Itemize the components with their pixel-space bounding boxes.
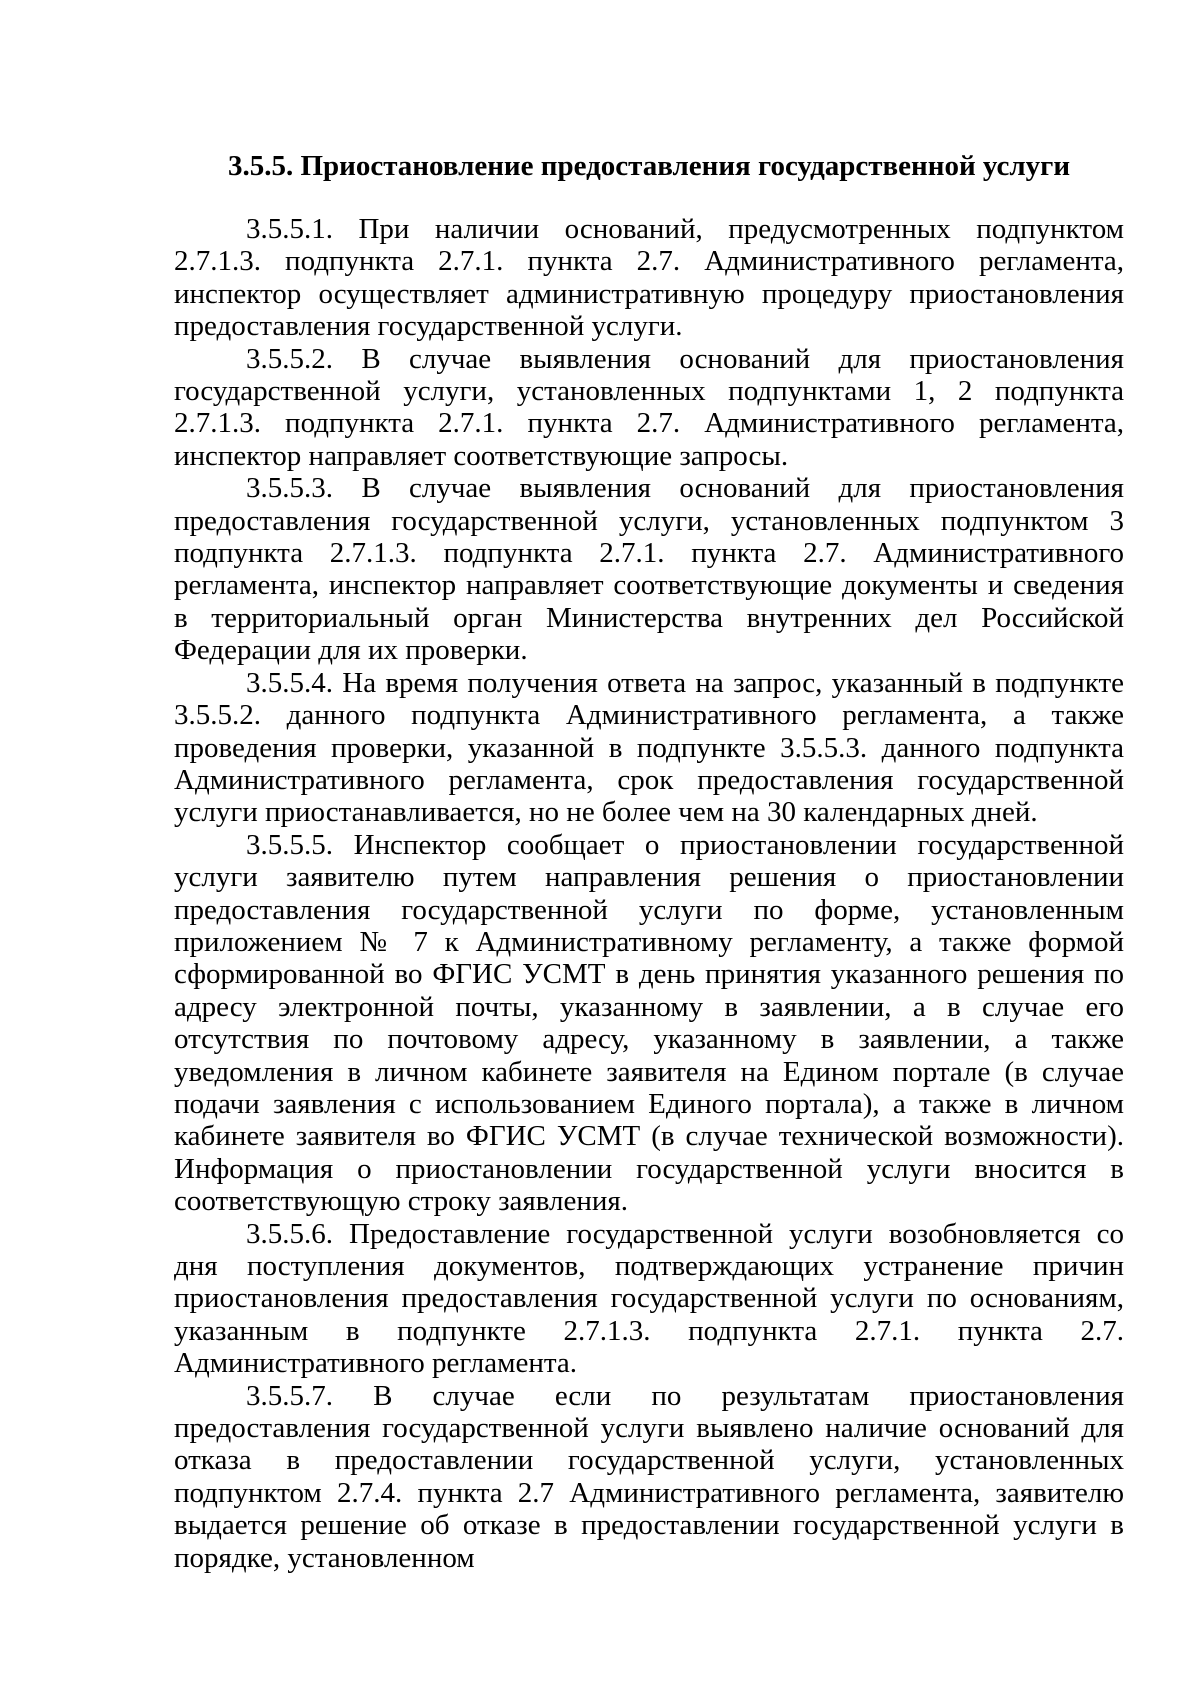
section-heading: 3.5.5. Приостановление предоставления государственной услуги <box>227 150 1071 182</box>
paragraph-3-5-5-2: 3.5.5.2. В случае выявления оснований для приостановления государственной услуги, установленных подпунктами 1, 2 подпункта 2.7.1.3. подпункта 2.7.1. пункта 2.7. Административного регламента, инспектор направляет соответствующие запросы. <box>174 342 1124 472</box>
paragraph-3-5-5-5: 3.5.5.5. Инспектор сообщает о приостановлении государственной услуги заявителю путем направления решения о приостановлении предоставления государственной услуги по форме, установленным приложением № 7 к Административному регламенту, а также формой сформированной во ФГИС УСМТ в день принятия указанного решения по адресу электронной почты, указанному в заявлении, а в случае его отсутствия по почтовому адресу, указанному в заявлении, а также уведомления в личном кабинете заявителя на Едином портале (в случае подачи заявления с использованием Единого портала), а также в личном кабинете заявителя во ФГИС УСМТ (в случае технической возможности). Информация о приостановлении государственной услуги вносится в соответствующую строку заявления. <box>174 828 1124 1218</box>
paragraph-3-5-5-6: 3.5.5.6. Предоставление государственной услуги возобновляется со дня поступления документов, подтверждающих устранение причин приостановления предоставления государственной услуги по основаниям, указанным в подпункте 2.7.1.3. подпункта 2.7.1. пункта 2.7. Административного регламента. <box>174 1217 1124 1380</box>
paragraph-3-5-5-1: 3.5.5.1. При наличии оснований, предусмотренных подпунктом 2.7.1.3. подпункта 2.7.1. пункта 2.7. Административного регламента, инспектор осуществляет административную процедуру приостановления предоставления государственной услуги. <box>174 213 1124 343</box>
paragraph-3-5-5-4: 3.5.5.4. На время получения ответа на запрос, указанный в подпункте 3.5.5.2. данного подпункта Административного регламента, а также проведения проверки, указанной в подпункте 3.5.5.3. данного подпункта Административного регламента, срок предоставления государственной услуги приостанавливается, но не более чем на 30 календарных дней. <box>174 666 1124 829</box>
paragraph-3-5-5-7: 3.5.5.7. В случае если по результатам приостановления предоставления государственной услуги выявлено наличие оснований для отказа в предоставлении государственной услуги, установленных подпунктом 2.7.4. пункта 2.7 Административного регламента, заявителю выдается решение об отказе в предоставлении государственной услуги в порядке, установленном <box>174 1379 1124 1574</box>
document-body <box>174 147 1124 1574</box>
paragraph-3-5-5-3: 3.5.5.3. В случае выявления оснований для приостановления предоставления государственной услуги, установленных подпунктом 3 подпункта 2.7.1.3. подпункта 2.7.1. пункта 2.7. Административного регламента, инспектор направляет соответствующие документы и сведения в территориальный орган Министерства внутренних дел Российской Федерации для их проверки. <box>174 472 1124 667</box>
